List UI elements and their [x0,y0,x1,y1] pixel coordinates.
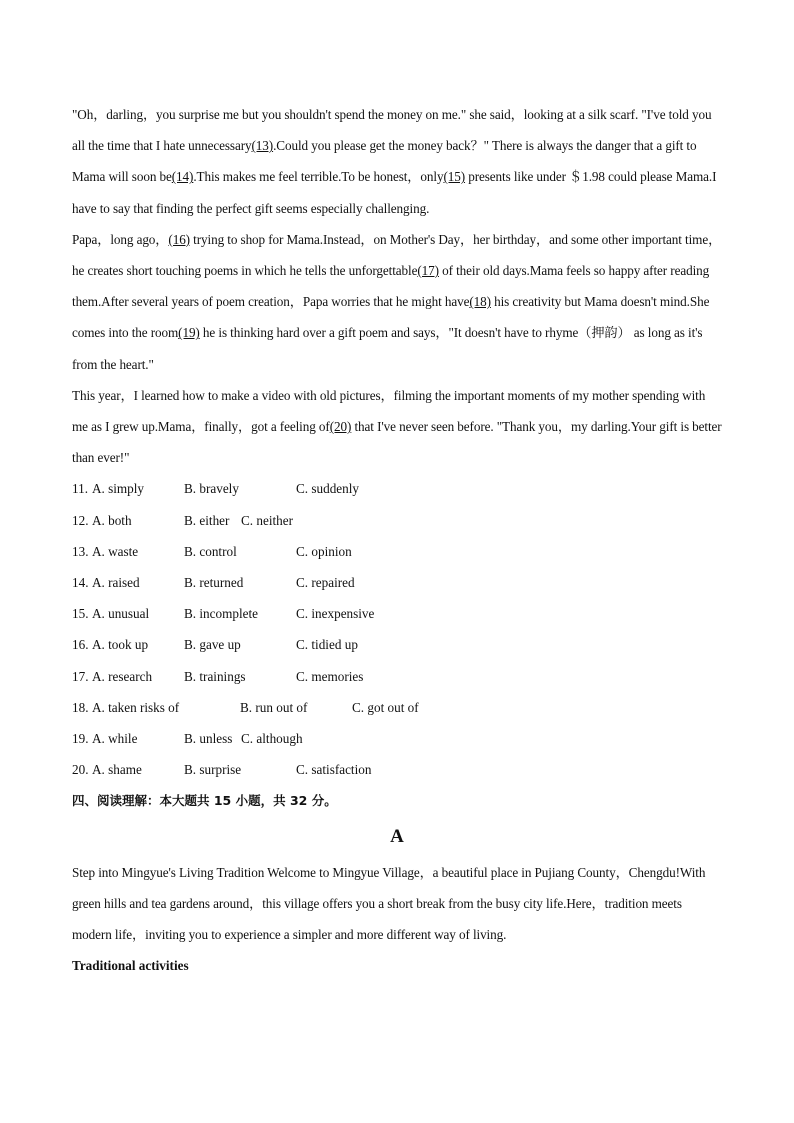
option-row-18 [72,692,722,723]
section-heading: 四、阅读理解：本大题共 15 小题，共 32 分。 [72,793,337,809]
option-row-11 [72,473,722,504]
question-number: 14. [72,575,89,590]
blank-17: (17) [417,263,439,279]
question-number: 16. [72,637,89,653]
option-c: C. tidied up [296,637,358,653]
option-b: B. returned [184,575,244,590]
passage-text: his creativity but Mama doesn't mind.She comes into the room [72,294,710,341]
blank-16: (16) [168,231,190,247]
passage-text: that I've never seen before. "Thank you，my darling.Your gift is better than ever!" [72,419,722,466]
option-a: A. unusual [92,606,150,622]
option-a: A. taken risks of [92,699,180,715]
passage-text: .This makes me feel terrible.To be honest，only [193,169,444,185]
option-b: B. run out of [240,699,308,715]
option-a: A. both [92,512,132,528]
option-b: B. surprise [184,762,242,778]
option-b: B. control [184,543,237,559]
option-b: B. trainings [184,668,246,684]
option-row-19 [72,723,722,754]
question-number: 15. [72,606,89,622]
passage-text: .Could you please get the money back？" There is always the danger that a gift to Mama will soon be [72,138,697,185]
reading-intro: Step into Mingyue's Living Tradition Welcome to Mingyue Village，a beautiful place in Pujiang County，Chengdu!With green hills and tea gardens around，this village offers you a short break from the busy city life.Here，tradition meets modern life，inviting you to experience a simpler and more different way of living. [72,864,706,942]
option-b: B. unless [184,730,233,746]
option-c: C. repaired [296,575,355,590]
option-c: C. although [241,730,303,746]
option-b: B. either [184,512,230,528]
option-row-14 [72,567,722,598]
passage-text: of their old days.Mama feels so happy after reading them.After several years of poem creation，Papa worries that he might have [72,263,710,310]
question-number: 20. [72,762,89,778]
subheading: Traditional activities [72,958,189,974]
question-number: 13. [72,543,89,559]
option-a: A. research [92,668,153,684]
option-row-16 [72,629,722,660]
question-number: 12. [72,512,89,528]
option-b: B. incomplete [184,606,258,622]
option-c: C. satisfaction [296,762,372,778]
blank-20: (20) [329,419,352,435]
option-a: A. took up [92,637,149,653]
option-a: A. simply [92,481,145,497]
option-a: A. raised [92,575,140,590]
option-row-13 [72,536,722,567]
question-number: 18. [72,699,89,715]
passage-text: "Oh，darling，you surprise me but you shouldn't spend the money on me." she said，looking at a silk scarf. "I've told you all the time that I hate unnecessary [72,107,712,154]
passage-paragraph-1 [72,99,722,224]
question-number: 17. [72,668,89,684]
option-c: C. suddenly [296,481,360,497]
option-row-15 [72,598,722,629]
option-a: A. shame [92,762,142,778]
option-b: B. gave up [184,637,241,653]
question-number: 19. [72,730,89,746]
passage-title: A [390,825,404,847]
options-list [72,473,722,785]
passage-text: trying to shop for Mama.Instead，on Mother's Day，her birthday，and some other important time，he creates short touching poems in which he tells the unforgettable [72,231,722,279]
option-c: C. got out of [352,699,419,715]
option-b: B. bravely [184,481,239,497]
passage-paragraph-3 [72,380,722,474]
passage-text: presents like under ＄1.98 could please Mama.I have to say that finding the perfect gift seems especially challenging. [72,169,717,216]
option-c: C. inexpensive [296,606,375,622]
blank-13: (13) [251,138,274,154]
option-row-12 [72,505,722,536]
passage-text: Papa，long ago， [72,231,169,247]
passage-text: This year，I learned how to make a video with old pictures，filming the important moments of my mother spending with me as I grew up.Mama，finally，got a feeling of [72,387,706,435]
question-number: 11. [72,481,88,497]
blank-15: (15) [443,169,466,185]
option-row-20 [72,754,722,785]
passage-paragraph-2 [72,224,722,380]
option-a: A. waste [92,543,139,559]
blank-19: (19) [178,325,200,341]
option-c: C. memories [296,668,364,684]
blank-14: (14) [171,169,194,185]
option-row-17 [72,661,722,692]
blank-18: (18) [469,294,491,310]
passage-text: he is thinking hard over a gift poem and says，"It doesn't have to rhyme（押韵） as long as it's from the heart." [72,325,703,372]
option-c: C. opinion [296,543,352,559]
option-a: A. while [92,730,138,746]
document-page [72,99,722,981]
option-c: C. neither [241,512,294,528]
